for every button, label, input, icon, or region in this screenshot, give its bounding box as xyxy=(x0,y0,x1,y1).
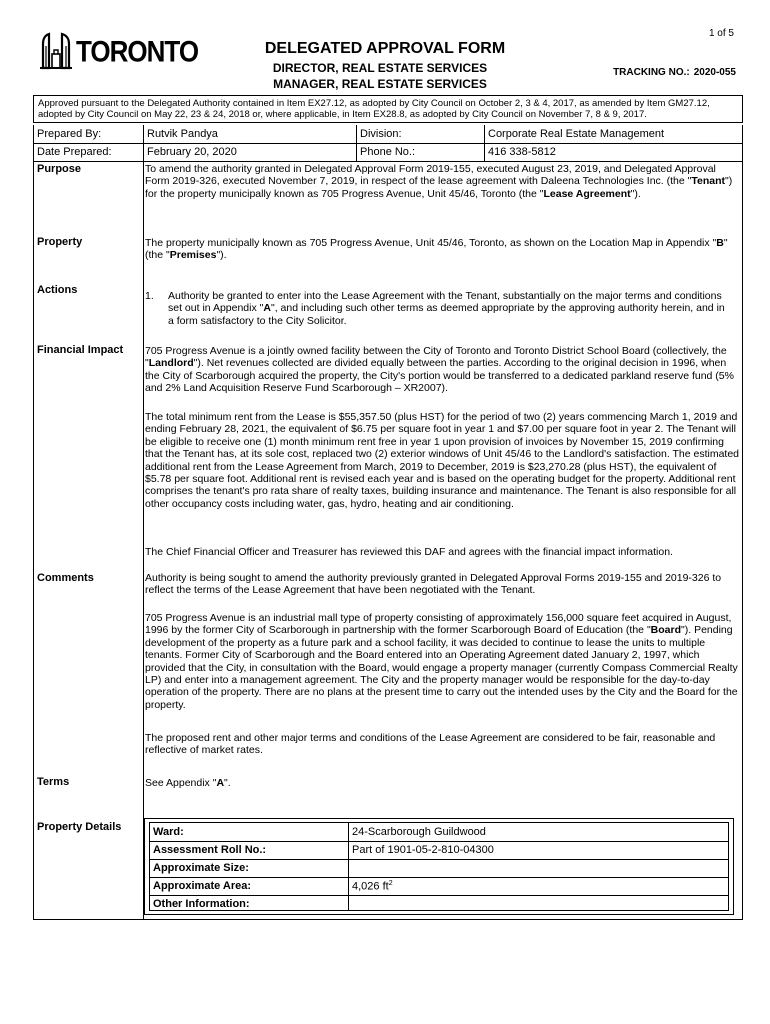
phone-value: 416 338-5812 xyxy=(488,146,556,158)
property-text: The property municipally known as 705 Progress Avenue, Unit 45/46, Toronto, as shown on the Location Map in Appendix "B" (the "Premises"). xyxy=(145,237,728,262)
approximate-area-row xyxy=(150,877,728,896)
assessment-roll-value: Part of 1901-05-2-810-04300 xyxy=(352,844,494,856)
date-prepared-value: February 20, 2020 xyxy=(147,146,237,158)
approximate-size-row xyxy=(150,859,728,878)
terms-label: Terms xyxy=(37,776,70,788)
property-details-grid xyxy=(149,822,729,911)
assessment-roll-row xyxy=(150,841,728,860)
ward-value: 24-Scarborough Guildwood xyxy=(352,826,486,838)
approximate-area-value: 4,026 $ft^2$ xyxy=(352,880,393,893)
financial-paragraph-2: The total minimum rent from the Lease is $55,357.50 (plus HST) for the period of two (2) years commencing March 1, 2019 and ending February 28, 2021, the equivalent of $6.75 per square foot in year 1 and $7.00 per square foot in year 2. The Tenant will be eligible to receive one (1) month minimum rent free in year 1 upon provision of invoices by November 15, 2019 confirming that the Tenant has, at its sole cost, replaced two (2) exterior windows of Unit 45/46 to the Landlord's satisfaction. The estimated additional rent from the Lease Agreement from March, 2019 to December, 2019 is $23,270.28 (plus HST), the equivalent of $5.78 per square foot. Additional rent is revised each year and is based on the operating budget for the property. Additional rent comprises the tenant's pro rata share of realty taxes, building insurance and maintenance. The Tenant is also responsible for all other occupancy costs including water, gas, hydro, heating and air conditioning. xyxy=(145,411,740,510)
form-title: DELEGATED APPROVAL FORM xyxy=(264,40,506,57)
other-information-label: Other Information: xyxy=(153,898,250,910)
subtitle-manager: MANAGER, REAL ESTATE SERVICES xyxy=(273,77,487,91)
subtitle-director: DIRECTOR, REAL ESTATE SERVICES xyxy=(272,61,488,75)
terms-text: See Appendix "A". xyxy=(145,777,231,789)
ward-row xyxy=(150,823,728,842)
assessment-roll-label: Assessment Roll No.: xyxy=(153,844,267,856)
property-label: Property xyxy=(37,236,83,248)
tracking-number xyxy=(613,67,736,78)
actions-label: Actions xyxy=(37,284,78,296)
comments-paragraph-3: The proposed rent and other major terms and conditions of the Lease Agreement are considered to be fair, reasonable and reflective of market rates. xyxy=(145,732,716,757)
tracking-label: TRACKING NO.: xyxy=(613,67,690,78)
comments-paragraph-2: 705 Progress Avenue is an industrial mall type of property consisting of approximately 156,000 square feet acquired in August, 1996 by the former City of Scarborough in partnership with the former Scarborough Board of Education (the "Board"). Pending development of the property as a future park and a school facility, it was decided to continue to lease the units to multiple tenants. Former City of Scarborough and the Board entered into an Operating Agreement dated January 2, 1997, which provided that the City, in consultation with the Board, would engage a property manager (currently Compass Commercial Realty LP) and enter into a management agreement. The City and the property manager would be responsible for the day-to-day operation of the property. There are no plans at the present time to carry out the intended uses by the City and the Board for the property. xyxy=(145,612,738,711)
form-body xyxy=(33,125,743,920)
action-number: 1. xyxy=(145,290,154,302)
other-information-row xyxy=(150,895,728,914)
date-prepared-label: Date Prepared: xyxy=(37,146,112,158)
page-number: 1 of 5 xyxy=(708,28,734,39)
purpose-label: Purpose xyxy=(37,163,82,175)
division-label: Division: xyxy=(360,128,402,140)
prepared-by-label: Prepared By: xyxy=(37,128,102,140)
logo-wordmark: TORONTO xyxy=(76,34,199,69)
tracking-value: 2020-055 xyxy=(693,67,736,78)
phone-label: Phone No.: xyxy=(360,146,416,158)
property-details-label: Property Details xyxy=(37,821,122,833)
financial-paragraph-1: 705 Progress Avenue is a jointly owned facility between the City of Toronto and Toronto District School Board (collectively, the "Landlord"). Net revenues collected are divided equally between the parties. According to the original decision in 1996, when the City of Scarborough acquired the property, the City's portion would be transferred to a dedicated parkland reserve fund (5% and 2% Land Acquisition Reserve Fund Scarborough – XR2007). xyxy=(145,345,734,395)
comments-label: Comments xyxy=(37,572,94,584)
division-value: Corporate Real Estate Management xyxy=(488,128,665,140)
approximate-size-label: Approximate Size: xyxy=(153,862,249,874)
authority-statement: Approved pursuant to the Delegated Authority contained in Item EX27.12, as adopted by City Council on October 2, 3 & 4, 2017, as amended by Item GM27.12, adopted by City Council on May 22, 23 & 24, 2018 or, where applicable, in Item EX28.8, as adopted by City Council on November 7, 8 & 9, 2017. xyxy=(33,95,743,123)
comments-paragraph-1: Authority is being sought to amend the authority previously granted in Delegated Approval Forms 2019-155 and 2019-326 to reflect the terms of the Lease Agreement that have been negotiated with the Tenant. xyxy=(145,572,722,597)
approximate-area-label: Approximate Area: xyxy=(153,880,252,892)
action-text: Authority be granted to enter into the Lease Agreement with the Tenant, substantially on the major terms and conditions set out in Appendix "A", and including such other terms as deemed appropriate by the approving authority herein, and in a form satisfactory to the City Solicitor. xyxy=(168,290,725,327)
financial-paragraph-3: The Chief Financial Officer and Treasurer has reviewed this DAF and agrees with the financial impact information. xyxy=(145,546,673,558)
purpose-text: To amend the authority granted in Delegated Approval Form 2019-155, executed August 23, 2019, and Delegated Approval Form 2019-326, executed November 7, 2019, in respect of the lease agreement with Daleena Technologies Inc. (the "Tenant") for the property municipally known as 705 Progress Avenue, Unit 45/46, Toronto (the "Lease Agreement"). xyxy=(145,163,733,200)
financial-impact-label: Financial Impact xyxy=(37,344,124,356)
prepared-by-value: Rutvik Pandya xyxy=(147,128,218,140)
property-details-table xyxy=(144,818,734,915)
ward-label: Ward: xyxy=(153,826,184,838)
